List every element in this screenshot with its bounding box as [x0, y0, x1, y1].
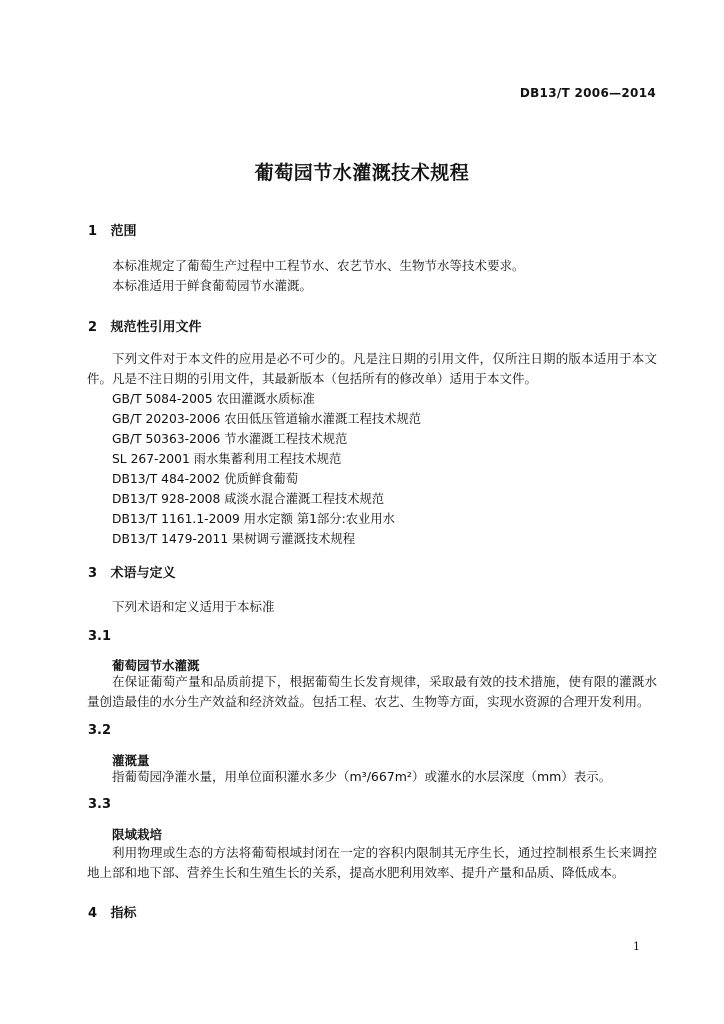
section-title: 术语与定义: [110, 566, 176, 581]
section-title: 指标: [110, 906, 137, 921]
reference-item: GB/T 5084-2005 农田灌溉水质标准: [112, 392, 315, 406]
term-name: 灌溉量: [112, 753, 150, 768]
reference-item: DB13/T 484-2002 优质鲜食葡萄: [112, 472, 299, 486]
reference-item: DB13/T 1479-2011 果树调亏灌溉技术规程: [112, 532, 356, 546]
section-3-heading: [88, 562, 176, 581]
section-1-heading: [88, 220, 137, 239]
reference-item: DB13/T 928-2008 咸淡水混合灌溉工程技术规范: [112, 492, 385, 506]
reference-item: GB/T 50363-2006 节水灌溉工程技术规范: [112, 432, 348, 446]
document-code: DB13/T 2006—2014: [519, 86, 656, 100]
section-number: 3: [88, 566, 98, 581]
section-number: 1: [88, 224, 98, 239]
reference-list: [112, 389, 421, 549]
term-definition: 利用物理或生态的方法将葡萄根域封闭在一定的容积内限制其无序生长，通过控制根系生长来调控地上部和地下部、营养生长和生殖生长的关系，提高水肥利用效率、提升产量和品质、降低成本。: [87, 845, 657, 880]
section-title: 规范性引用文件: [110, 320, 202, 335]
term-number: 3.1: [88, 629, 112, 644]
section-number: 2: [88, 320, 98, 335]
term-number: 3.3: [88, 797, 112, 812]
document-title: 葡萄园节水灌溉技术规程: [254, 162, 470, 184]
reference-item: DB13/T 1161.1-2009 用水定额 第1部分:农业用水: [112, 512, 395, 526]
term-number: 3.2: [88, 723, 112, 738]
scope-line-2: 本标准适用于鲜食葡萄园节水灌溉。: [112, 278, 313, 293]
term-name: 葡萄园节水灌溉: [112, 658, 200, 673]
term-definition: 在保证葡萄产量和品质前提下，根据葡萄生长发育规律，采取最有效的技术措施，使有限的灌溉水量创造最佳的水分生产效益和经济效益。包括工程、农艺、生物等方面，实现水资源的合理开发利用。: [87, 674, 657, 709]
term-name: 限域栽培: [112, 827, 163, 842]
page-number: 1: [633, 940, 640, 953]
terms-intro: 下列术语和定义适用于本标准: [112, 599, 275, 614]
section-title: 范围: [110, 224, 137, 239]
references-intro: 下列文件对于本文件的应用是必不可少的。凡是注日期的引用文件，仅所注日期的版本适用于本文件。凡是不注日期的引用文件，其最新版本（包括所有的修改单）适用于本文件。: [87, 351, 657, 386]
scope-line-1: 本标准规定了葡萄生产过程中工程节水、农艺节水、生物节水等技术要求。: [112, 258, 525, 273]
section-number: 4: [88, 906, 98, 921]
term-definition: 指葡萄园净灌水量，用单位面积灌水多少（m³/667m²）或灌水的水层深度（mm）表示。: [112, 769, 612, 784]
reference-item: SL 267-2001 雨水集蓄利用工程技术规范: [112, 452, 342, 466]
section-4-heading: [88, 902, 137, 921]
reference-item: GB/T 20203-2006 农田低压管道输水灌溉工程技术规范: [112, 412, 422, 426]
section-2-heading: [88, 316, 202, 335]
